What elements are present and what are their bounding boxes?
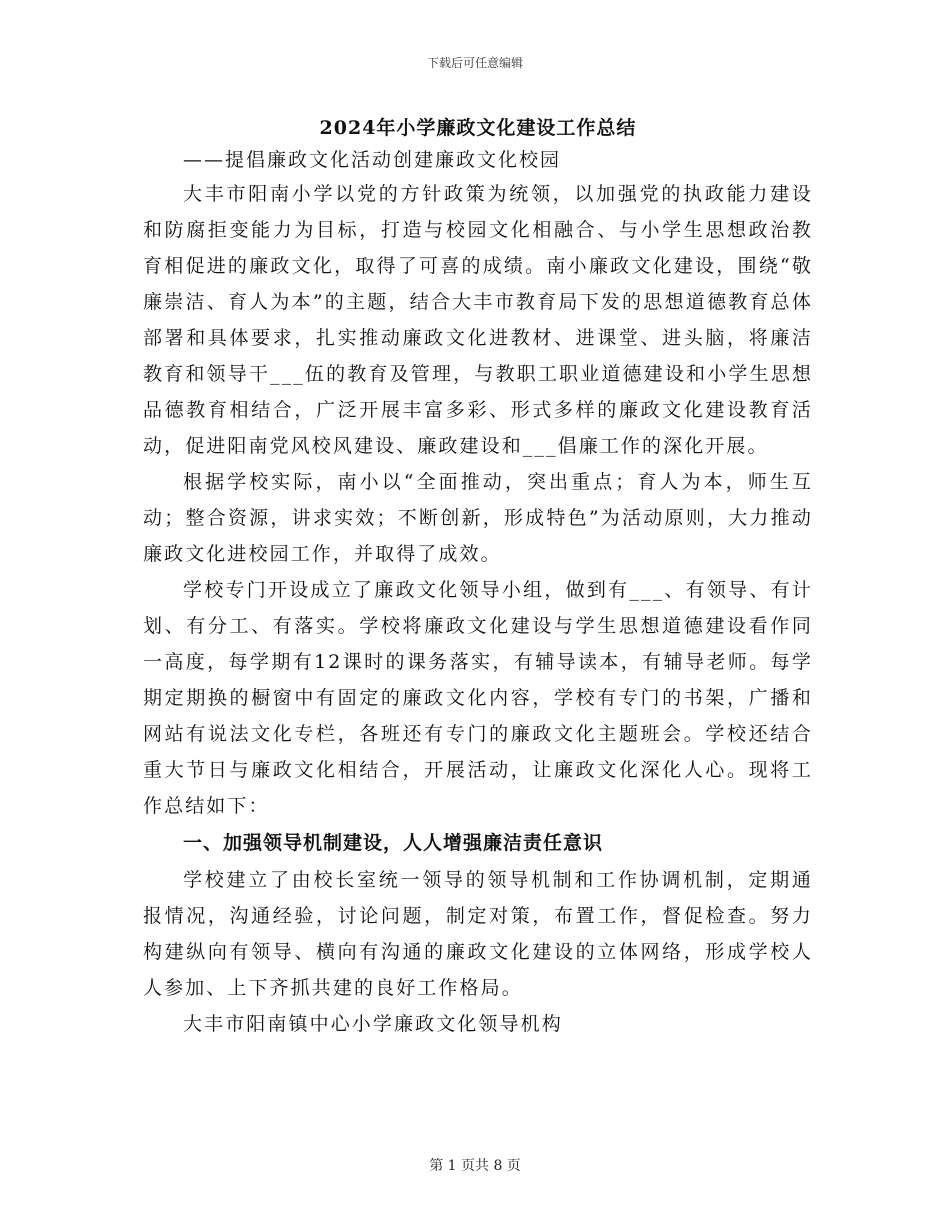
section-heading-1: 一、加强领导机制建设，人人增强廉洁责任意识 bbox=[183, 832, 604, 854]
paragraph-principles: 根据学校实际，南小以“全面推动，突出重点；育人为本，师生互动；整合资源，讲求实效；不断创新，形成特色”为活动原则，大力推动廉政文化进校园工作，并取得了成效。 bbox=[143, 471, 813, 565]
paragraph-leadership-group: 学校专门开设成立了廉政文化领导小组，做到有___、有领导、有计划、有分工、有落实。学校将廉政文化建设与学生思想道德建设看作同一高度，每学期有12课时的课务落实，有辅导读本，有辅导老师。每学期定期换的橱窗中有固定的廉政文化内容，学校有专门的书架，广播和网站有说法文化专栏，各班还有专门的廉政文化主题班会。学校还结合重大节日与廉政文化相结合，开展活动，让廉政文化深化人心。现将工作总结如下： bbox=[143, 579, 813, 817]
paragraph-organization-title: 大丰市阳南镇中心小学廉政文化领导机构 bbox=[183, 1013, 563, 1035]
paragraph-intro: 大丰市阳南小学以党的方针政策为统领，以加强党的执政能力建设和防腐拒变能力为目标，打造与校园文化相融合、与小学生思想政治教育相促进的廉政文化，取得了可喜的成绩。南小廉政文化建设，围绕“敬廉崇洁、育人为本”的主题，结合大丰市教育局下发的思想道德教育总体部署和具体要求，扎实推动廉政文化进教材、进课堂、进头脑，将廉洁教育和领导干___伍的教育及管理，与教职工职业道德建设和小学生思想品德教育相结合，广泛开展丰富多彩、形式多样的廉政文化建设教育活动，促进阳南党风校风建设、廉政建设和___倡廉工作的深化开展。 bbox=[143, 183, 813, 457]
paragraph-mechanism: 学校建立了由校长室统一领导的领导机制和工作协调机制，定期通报情况，沟通经验，讨论问题，制定对策，布置工作，督促检查。努力构建纵向有领导、横向有沟通的廉政文化建设的立体网络，形成学校人人参加、上下齐抓共建的良好工作格局。 bbox=[143, 869, 813, 999]
document-subtitle: ——提倡廉政文化活动创建廉政文化校园 bbox=[183, 149, 562, 171]
header-note: 下载后可任意编辑 bbox=[426, 56, 523, 70]
page-number: 第 1 页共 8 页 bbox=[429, 1158, 521, 1174]
document-title: 2024年小学廉政文化建设工作总结 bbox=[319, 117, 637, 139]
document-body bbox=[143, 112, 813, 1042]
